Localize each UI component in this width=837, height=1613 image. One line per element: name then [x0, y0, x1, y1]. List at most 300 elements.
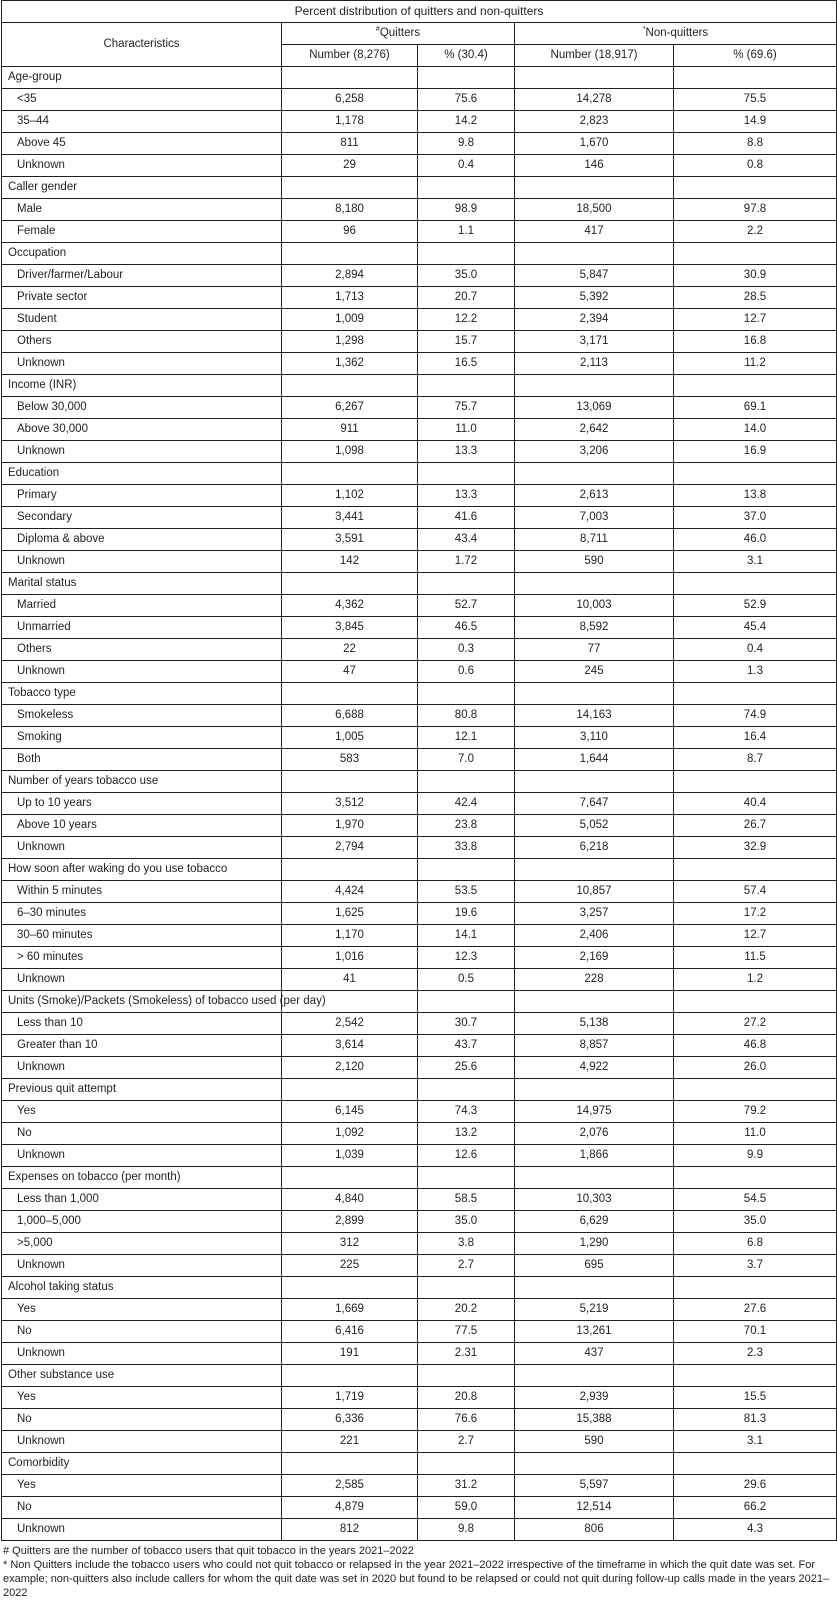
- quitters-percent: 43.7: [418, 1035, 515, 1057]
- empty-cell: [515, 67, 674, 89]
- row-label: >5,000: [2, 1233, 282, 1255]
- empty-cell: [282, 67, 418, 89]
- section-header-row: [2, 1365, 837, 1387]
- nonquitters-number: 5,052: [515, 815, 674, 837]
- nonquitters-percent: 6.8: [674, 1233, 837, 1255]
- quitters-percent: 12.1: [418, 727, 515, 749]
- table-row: [2, 661, 837, 683]
- nonquitters-percent: 14.9: [674, 111, 837, 133]
- empty-cell: [418, 1079, 515, 1101]
- nonquitters-percent: 3.1: [674, 551, 837, 573]
- quitters-percent: 19.6: [418, 903, 515, 925]
- quitters-percent: 53.5: [418, 881, 515, 903]
- section-header-row: [2, 1277, 837, 1299]
- quitters-number: 191: [282, 1343, 418, 1365]
- quitters-percent: 0.6: [418, 661, 515, 683]
- nonquitters-percent: 97.8: [674, 199, 837, 221]
- quitters-number: 1,009: [282, 309, 418, 331]
- nonquitters-percent: 26.0: [674, 1057, 837, 1079]
- row-label: Smokeless: [2, 705, 282, 727]
- nonquitters-number: 2,394: [515, 309, 674, 331]
- section-label: Previous quit attempt: [2, 1079, 282, 1101]
- quitters-label: Quitters: [379, 27, 421, 39]
- section-label: Expenses on tobacco (per month): [2, 1167, 282, 1189]
- nonquitters-number: 3,257: [515, 903, 674, 925]
- quitters-number: 583: [282, 749, 418, 771]
- table-row: [2, 1057, 837, 1079]
- section-label: Education: [2, 463, 282, 485]
- nonquitters-percent: 28.5: [674, 287, 837, 309]
- quitters-number: 3,441: [282, 507, 418, 529]
- table-row: [2, 331, 837, 353]
- nonquitters-number: 14,278: [515, 89, 674, 111]
- quitters-number: 2,585: [282, 1475, 418, 1497]
- empty-cell: [418, 683, 515, 705]
- nonquitters-number: 7,647: [515, 793, 674, 815]
- quitters-percent: 2.7: [418, 1255, 515, 1277]
- empty-cell: [282, 1365, 418, 1387]
- row-label: Driver/farmer/Labour: [2, 265, 282, 287]
- nonquitters-percent: 16.8: [674, 331, 837, 353]
- nonquitters-percent: 16.4: [674, 727, 837, 749]
- quitters-percent: 12.6: [418, 1145, 515, 1167]
- quitters-percent: 0.5: [418, 969, 515, 991]
- quitters-number: 4,840: [282, 1189, 418, 1211]
- nonquitters-number: 2,113: [515, 353, 674, 375]
- quitters-number: 1,298: [282, 331, 418, 353]
- empty-cell: [418, 177, 515, 199]
- row-label: Married: [2, 595, 282, 617]
- table-row: [2, 727, 837, 749]
- characteristics-header: Characteristics: [2, 23, 282, 67]
- row-label: Greater than 10: [2, 1035, 282, 1057]
- quitters-number-header: Number (8,276): [282, 45, 418, 67]
- table-row: [2, 111, 837, 133]
- quitters-number: 4,424: [282, 881, 418, 903]
- quitters-number: 1,016: [282, 947, 418, 969]
- quitters-number: 29: [282, 155, 418, 177]
- nonquitters-percent: 52.9: [674, 595, 837, 617]
- nonquitters-percent: 1.3: [674, 661, 837, 683]
- distribution-table: [1, 0, 837, 1541]
- table-row: [2, 1409, 837, 1431]
- nonquitters-percent: 3.7: [674, 1255, 837, 1277]
- empty-cell: [515, 1167, 674, 1189]
- quitters-number: 221: [282, 1431, 418, 1453]
- table-row: [2, 265, 837, 287]
- row-label: Unknown: [2, 1057, 282, 1079]
- table-row: [2, 1299, 837, 1321]
- quitters-percent: 0.4: [418, 155, 515, 177]
- quitters-number: 2,899: [282, 1211, 418, 1233]
- table-row: [2, 1387, 837, 1409]
- quitters-percent: 23.8: [418, 815, 515, 837]
- nonquitters-percent: 70.1: [674, 1321, 837, 1343]
- row-label: Unknown: [2, 1145, 282, 1167]
- quitters-number: 812: [282, 1519, 418, 1541]
- quitters-number: 6,267: [282, 397, 418, 419]
- row-label: Above 45: [2, 133, 282, 155]
- quitters-number: 4,879: [282, 1497, 418, 1519]
- nonquitters-number: 6,629: [515, 1211, 674, 1233]
- nonquitters-number: 1,290: [515, 1233, 674, 1255]
- quitters-percent: 14.2: [418, 111, 515, 133]
- nonquitters-number: 2,169: [515, 947, 674, 969]
- empty-cell: [674, 1079, 837, 1101]
- empty-cell: [515, 1079, 674, 1101]
- section-header-row: [2, 573, 837, 595]
- empty-cell: [515, 1277, 674, 1299]
- table-row: [2, 969, 837, 991]
- quitters-percent: 2.31: [418, 1343, 515, 1365]
- table-row: [2, 199, 837, 221]
- nonquitters-number: 437: [515, 1343, 674, 1365]
- table-row: [2, 881, 837, 903]
- nonquitters-number: 695: [515, 1255, 674, 1277]
- row-label: Unmarried: [2, 617, 282, 639]
- nonquitters-percent: 69.1: [674, 397, 837, 419]
- quitters-percent: 12.2: [418, 309, 515, 331]
- nonquitters-percent: 32.9: [674, 837, 837, 859]
- quitters-percent: 9.8: [418, 1519, 515, 1541]
- quitters-number: 3,512: [282, 793, 418, 815]
- table-row: [2, 793, 837, 815]
- nonquitters-percent: 40.4: [674, 793, 837, 815]
- table-row: [2, 1145, 837, 1167]
- quitters-percent: 75.6: [418, 89, 515, 111]
- nonquitters-percent: 26.7: [674, 815, 837, 837]
- quitters-number: 47: [282, 661, 418, 683]
- quitters-percent: 76.6: [418, 1409, 515, 1431]
- nonquitters-number: 1,866: [515, 1145, 674, 1167]
- table-row: [2, 133, 837, 155]
- empty-cell: [418, 67, 515, 89]
- quitters-number: 312: [282, 1233, 418, 1255]
- nonquitters-percent: 1.2: [674, 969, 837, 991]
- table-row: [2, 1035, 837, 1057]
- row-label: Unknown: [2, 1343, 282, 1365]
- nonquitters-number: 6,218: [515, 837, 674, 859]
- quitters-number: 4,362: [282, 595, 418, 617]
- section-label: Age-group: [2, 67, 282, 89]
- nonquitters-percent: 9.9: [674, 1145, 837, 1167]
- row-label: No: [2, 1497, 282, 1519]
- empty-cell: [674, 463, 837, 485]
- quitters-percent: 98.9: [418, 199, 515, 221]
- nonquitters-number: 3,171: [515, 331, 674, 353]
- table-row: [2, 705, 837, 727]
- table-row: [2, 925, 837, 947]
- empty-cell: [418, 1167, 515, 1189]
- nonquitters-percent: 30.9: [674, 265, 837, 287]
- quitters-percent: 13.2: [418, 1123, 515, 1145]
- empty-cell: [674, 573, 837, 595]
- table-row: [2, 155, 837, 177]
- row-label: Diploma & above: [2, 529, 282, 551]
- row-label: Male: [2, 199, 282, 221]
- quitters-number: 1,039: [282, 1145, 418, 1167]
- quitters-percent: 13.3: [418, 485, 515, 507]
- nonquitters-number: 12,514: [515, 1497, 674, 1519]
- nonquitters-number: 806: [515, 1519, 674, 1541]
- nonquitters-number: 2,939: [515, 1387, 674, 1409]
- quitters-percent: 35.0: [418, 265, 515, 287]
- empty-cell: [282, 1453, 418, 1475]
- quitters-number: 2,894: [282, 265, 418, 287]
- nonquitters-number: 15,388: [515, 1409, 674, 1431]
- section-header-row: [2, 463, 837, 485]
- nonquitters-percent: 66.2: [674, 1497, 837, 1519]
- empty-cell: [515, 1365, 674, 1387]
- nonquitters-percent: 57.4: [674, 881, 837, 903]
- row-label: Secondary: [2, 507, 282, 529]
- section-label: Other substance use: [2, 1365, 282, 1387]
- nonquitters-percent: 14.0: [674, 419, 837, 441]
- nonquitters-percent: 2.3: [674, 1343, 837, 1365]
- nonquitters-percent: 0.4: [674, 639, 837, 661]
- nonquitters-percent: 12.7: [674, 925, 837, 947]
- quitters-percent: 35.0: [418, 1211, 515, 1233]
- nonquitters-number: 245: [515, 661, 674, 683]
- empty-cell: [515, 771, 674, 793]
- table-row: [2, 1431, 837, 1453]
- quitters-number: 6,145: [282, 1101, 418, 1123]
- row-label: Less than 10: [2, 1013, 282, 1035]
- empty-cell: [282, 177, 418, 199]
- row-label: Primary: [2, 485, 282, 507]
- nonquitters-number: 228: [515, 969, 674, 991]
- row-label: Unknown: [2, 969, 282, 991]
- row-label: Others: [2, 331, 282, 353]
- nonquitters-number: 13,261: [515, 1321, 674, 1343]
- table-row: [2, 903, 837, 925]
- section-label: Caller gender: [2, 177, 282, 199]
- quitters-percent: 41.6: [418, 507, 515, 529]
- quitters-percent: 58.5: [418, 1189, 515, 1211]
- section-label: Occupation: [2, 243, 282, 265]
- nonquitters-percent: 79.2: [674, 1101, 837, 1123]
- nonquitters-percent: 8.7: [674, 749, 837, 771]
- nonquitters-number: 5,392: [515, 287, 674, 309]
- quitters-percent: 80.8: [418, 705, 515, 727]
- quitters-number: 1,005: [282, 727, 418, 749]
- quitters-percent: 1.72: [418, 551, 515, 573]
- empty-cell: [515, 573, 674, 595]
- table-row: [2, 419, 837, 441]
- empty-cell: [282, 683, 418, 705]
- quitters-number: 2,542: [282, 1013, 418, 1035]
- quitters-number: 22: [282, 639, 418, 661]
- section-header-row: [2, 67, 837, 89]
- table-row: [2, 1343, 837, 1365]
- table-row: [2, 1255, 837, 1277]
- nonquitters-percent: 11.2: [674, 353, 837, 375]
- quitters-number: 1,970: [282, 815, 418, 837]
- quitters-number: 6,336: [282, 1409, 418, 1431]
- nonquitters-percent: 74.9: [674, 705, 837, 727]
- nonquitters-number: 18,500: [515, 199, 674, 221]
- quitters-percent: 11.0: [418, 419, 515, 441]
- quitters-number: 142: [282, 551, 418, 573]
- nonquitters-number: 8,711: [515, 529, 674, 551]
- nonquitters-number: 14,975: [515, 1101, 674, 1123]
- section-label: Income (INR): [2, 375, 282, 397]
- empty-cell: [418, 1453, 515, 1475]
- nonquitters-number: 8,592: [515, 617, 674, 639]
- empty-cell: [418, 1277, 515, 1299]
- row-label: Yes: [2, 1387, 282, 1409]
- quitters-number: 1,713: [282, 287, 418, 309]
- quitters-percent: 9.8: [418, 133, 515, 155]
- row-label: Unknown: [2, 837, 282, 859]
- nonquitters-percent: 3.1: [674, 1431, 837, 1453]
- empty-cell: [282, 375, 418, 397]
- quitters-percent: 14.1: [418, 925, 515, 947]
- section-header-row: [2, 375, 837, 397]
- table-row: [2, 1123, 837, 1145]
- row-label: Unknown: [2, 551, 282, 573]
- empty-cell: [282, 243, 418, 265]
- nonquitters-percent: 12.7: [674, 309, 837, 331]
- quitters-percent: 30.7: [418, 1013, 515, 1035]
- row-label: Unknown: [2, 1255, 282, 1277]
- section-header-row: [2, 177, 837, 199]
- quitters-percent: 42.4: [418, 793, 515, 815]
- section-label: How soon after waking do you use tobacco: [2, 859, 282, 881]
- nonquitters-percent: 27.6: [674, 1299, 837, 1321]
- row-label: Private sector: [2, 287, 282, 309]
- nonquitters-number: 146: [515, 155, 674, 177]
- table-row: [2, 551, 837, 573]
- section-header-row: [2, 1453, 837, 1475]
- table-row: [2, 287, 837, 309]
- nonquitters-number: 10,857: [515, 881, 674, 903]
- row-label: Yes: [2, 1475, 282, 1497]
- quitters-number: 1,669: [282, 1299, 418, 1321]
- empty-cell: [282, 1079, 418, 1101]
- section-label: Tobacco type: [2, 683, 282, 705]
- row-label: Up to 10 years: [2, 793, 282, 815]
- quitters-percent: 0.3: [418, 639, 515, 661]
- quitters-number: 1,092: [282, 1123, 418, 1145]
- row-label: Less than 1,000: [2, 1189, 282, 1211]
- empty-cell: [674, 243, 837, 265]
- quitters-number: 1,102: [282, 485, 418, 507]
- section-header-row: [2, 859, 837, 881]
- footnotes: [1, 1541, 836, 1600]
- nonquitters-label: Non-quitters: [645, 27, 709, 39]
- empty-cell: [515, 375, 674, 397]
- nonquitters-number: 5,597: [515, 1475, 674, 1497]
- empty-cell: [282, 1167, 418, 1189]
- quitters-header: [282, 23, 515, 45]
- section-label: Units (Smoke)/Packets (Smokeless) of tobacco used (per day): [2, 991, 282, 1013]
- empty-cell: [674, 683, 837, 705]
- table-row: [2, 221, 837, 243]
- quitters-percent: 77.5: [418, 1321, 515, 1343]
- row-label: Unknown: [2, 661, 282, 683]
- empty-cell: [674, 991, 837, 1013]
- nonquitters-number: 590: [515, 1431, 674, 1453]
- quitters-number: 1,178: [282, 111, 418, 133]
- row-label: Unknown: [2, 1431, 282, 1453]
- empty-cell: [282, 859, 418, 881]
- empty-cell: [515, 859, 674, 881]
- table-row: [2, 1519, 837, 1541]
- quitters-number: 8,180: [282, 199, 418, 221]
- row-label: Unknown: [2, 441, 282, 463]
- nonquitters-header: [515, 23, 837, 45]
- empty-cell: [674, 771, 837, 793]
- empty-cell: [282, 771, 418, 793]
- quitters-percent: 46.5: [418, 617, 515, 639]
- nonquitters-percent: 4.3: [674, 1519, 837, 1541]
- quitters-number: 1,625: [282, 903, 418, 925]
- quitters-number: 1,719: [282, 1387, 418, 1409]
- empty-cell: [418, 859, 515, 881]
- nonquitters-percent: 11.5: [674, 947, 837, 969]
- table-row: [2, 89, 837, 111]
- quitters-number: 2,794: [282, 837, 418, 859]
- empty-cell: [282, 573, 418, 595]
- empty-cell: [418, 573, 515, 595]
- quitters-number: 41: [282, 969, 418, 991]
- quitters-number: 3,614: [282, 1035, 418, 1057]
- nonquitters-number: 1,670: [515, 133, 674, 155]
- quitters-percent: 33.8: [418, 837, 515, 859]
- row-label: Yes: [2, 1101, 282, 1123]
- table-row: [2, 749, 837, 771]
- nonquitters-number: 2,406: [515, 925, 674, 947]
- nonquitters-number: 4,922: [515, 1057, 674, 1079]
- nonquitters-percent: 27.2: [674, 1013, 837, 1035]
- quitters-number: 2,120: [282, 1057, 418, 1079]
- nonquitters-number: 5,219: [515, 1299, 674, 1321]
- table-row: [2, 353, 837, 375]
- table-row: [2, 815, 837, 837]
- quitters-percent: 7.0: [418, 749, 515, 771]
- quitters-percent: 1.1: [418, 221, 515, 243]
- row-label: Smoking: [2, 727, 282, 749]
- nonquitters-number: 10,303: [515, 1189, 674, 1211]
- empty-cell: [674, 1167, 837, 1189]
- nonquitters-percent: 45.4: [674, 617, 837, 639]
- row-label: 6–30 minutes: [2, 903, 282, 925]
- row-label: Others: [2, 639, 282, 661]
- section-label: Marital status: [2, 573, 282, 595]
- empty-cell: [674, 177, 837, 199]
- empty-cell: [674, 67, 837, 89]
- quitters-footnote-mark: #: [375, 26, 380, 34]
- table-header: [2, 1, 837, 67]
- quitters-percent: 20.2: [418, 1299, 515, 1321]
- nonquitters-percent: 8.8: [674, 133, 837, 155]
- nonquitters-percent: 35.0: [674, 1211, 837, 1233]
- row-label: Student: [2, 309, 282, 331]
- nonquitters-number: 2,823: [515, 111, 674, 133]
- nonquitters-number: 8,857: [515, 1035, 674, 1057]
- empty-cell: [674, 375, 837, 397]
- nonquitters-percent: 17.2: [674, 903, 837, 925]
- section-label: Comorbidity: [2, 1453, 282, 1475]
- quitters-percent: 3.8: [418, 1233, 515, 1255]
- row-label: Above 30,000: [2, 419, 282, 441]
- quitters-number: 3,845: [282, 617, 418, 639]
- row-label: No: [2, 1409, 282, 1431]
- quitters-percent: 12.3: [418, 947, 515, 969]
- table-row: [2, 507, 837, 529]
- quitters-number: 1,170: [282, 925, 418, 947]
